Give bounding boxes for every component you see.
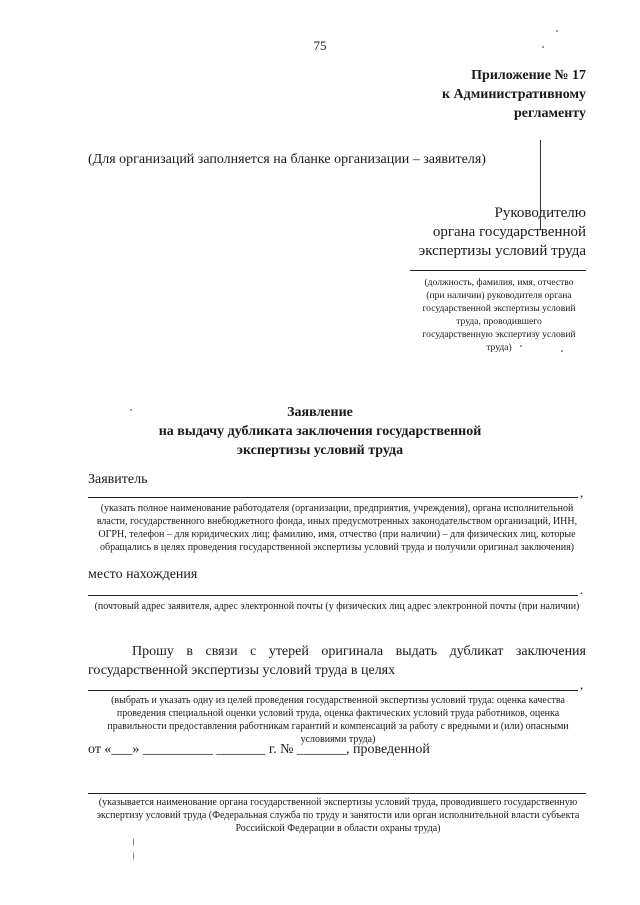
request-paragraph: Прошу в связи с утерей оригинала выдать дубликат заключения государственной экспертизы условий труда в целях [88, 644, 586, 678]
addressee-line: органа государственной [432, 224, 586, 240]
appendix-line: Приложение № 17 [471, 68, 586, 83]
applicant-label: Заявитель [88, 472, 148, 487]
addressee-hint-line: государственную экспертизу условий [422, 329, 576, 340]
addressee-hint-line: труда, проводившего [456, 316, 542, 327]
applicant-fill-line [88, 497, 578, 498]
title-line: экспертизы условий труда [236, 443, 404, 458]
purpose-line-comma: , [580, 677, 584, 692]
addressee-hint-line: (при наличии) руководителя органа [426, 290, 572, 301]
document-title [0, 403, 640, 460]
scan-speck [133, 838, 134, 846]
authority-hint: (указывается наименование органа государственной экспертизы условий труда, проводившего государственную экспертизу условий труда (Федеральная служба по труду и занятости или орган исполнительной власти субъекта Российской Федерации в области охраны труда) [96, 797, 580, 834]
scan-speck [561, 350, 563, 352]
addressee-hint-line: государственной экспертизы условий [422, 303, 576, 314]
scan-speck [520, 345, 522, 347]
scan-artifact-line [540, 140, 541, 230]
title-line: на выдачу дубликата заключения государственной [158, 424, 482, 439]
scan-speck [133, 852, 134, 860]
purpose-fill-line [88, 690, 578, 691]
addressee-line: Руководителю [494, 205, 586, 221]
addressee-line: экспертизы условий труда [418, 243, 586, 259]
scan-speck [556, 30, 558, 32]
location-fill-line [88, 595, 578, 596]
location-line-period: . [580, 582, 584, 597]
authority-fill-line [88, 793, 586, 794]
scan-speck [542, 46, 544, 48]
applicant-line-comma: , [580, 485, 584, 500]
purpose-hint: (выбрать и указать одну из целей проведения государственной экспертизы условий труда: оценка качества проведения специальной оценки условий труда, оценка фактических условий труда работников, оценка правильности предоставления работникам гарантий и компенсаций за работу с вредными и (или) опасными условиями труда) [107, 695, 569, 745]
location-hint: (почтовый адрес заявителя, адрес электронной почты (у физических лиц адрес электронной почты (при наличии) [94, 601, 580, 612]
appendix-reference [442, 66, 586, 123]
addressee-fill-line [410, 270, 586, 271]
location-label: место нахождения [88, 567, 198, 582]
title-line: Заявление [287, 405, 353, 420]
applicant-hint: (указать полное наименование работодателя (организации, предприятия, учреждения), органа исполнительной власти, государственного внебюджетного фонда, иных предусмотренных законодательством организаций, ИНН, ОГРН, телефон – для юридических лиц; фамилию, имя, отчество (при наличии) – для физических лиц, которые обращались в целях проведения государственной экспертизы условий труда и получили оригинал заключения) [96, 503, 578, 553]
addressee-hint-line: (должность, фамилия, имя, отчество [424, 277, 574, 288]
page-number: 75 [313, 38, 327, 53]
appendix-line: к Административному [441, 87, 586, 102]
conclusion-date-number-line: от «___» __________ _______ г. № _______, проведенной [88, 742, 430, 757]
addressee-hint-line: труда) [486, 342, 512, 353]
scan-speck [130, 409, 132, 411]
addressee-hint [404, 276, 594, 354]
letterhead-note: (Для организаций заполняется на бланке организации – заявителя) [88, 152, 486, 167]
appendix-line: регламенту [513, 106, 586, 121]
addressee-block [419, 204, 586, 261]
